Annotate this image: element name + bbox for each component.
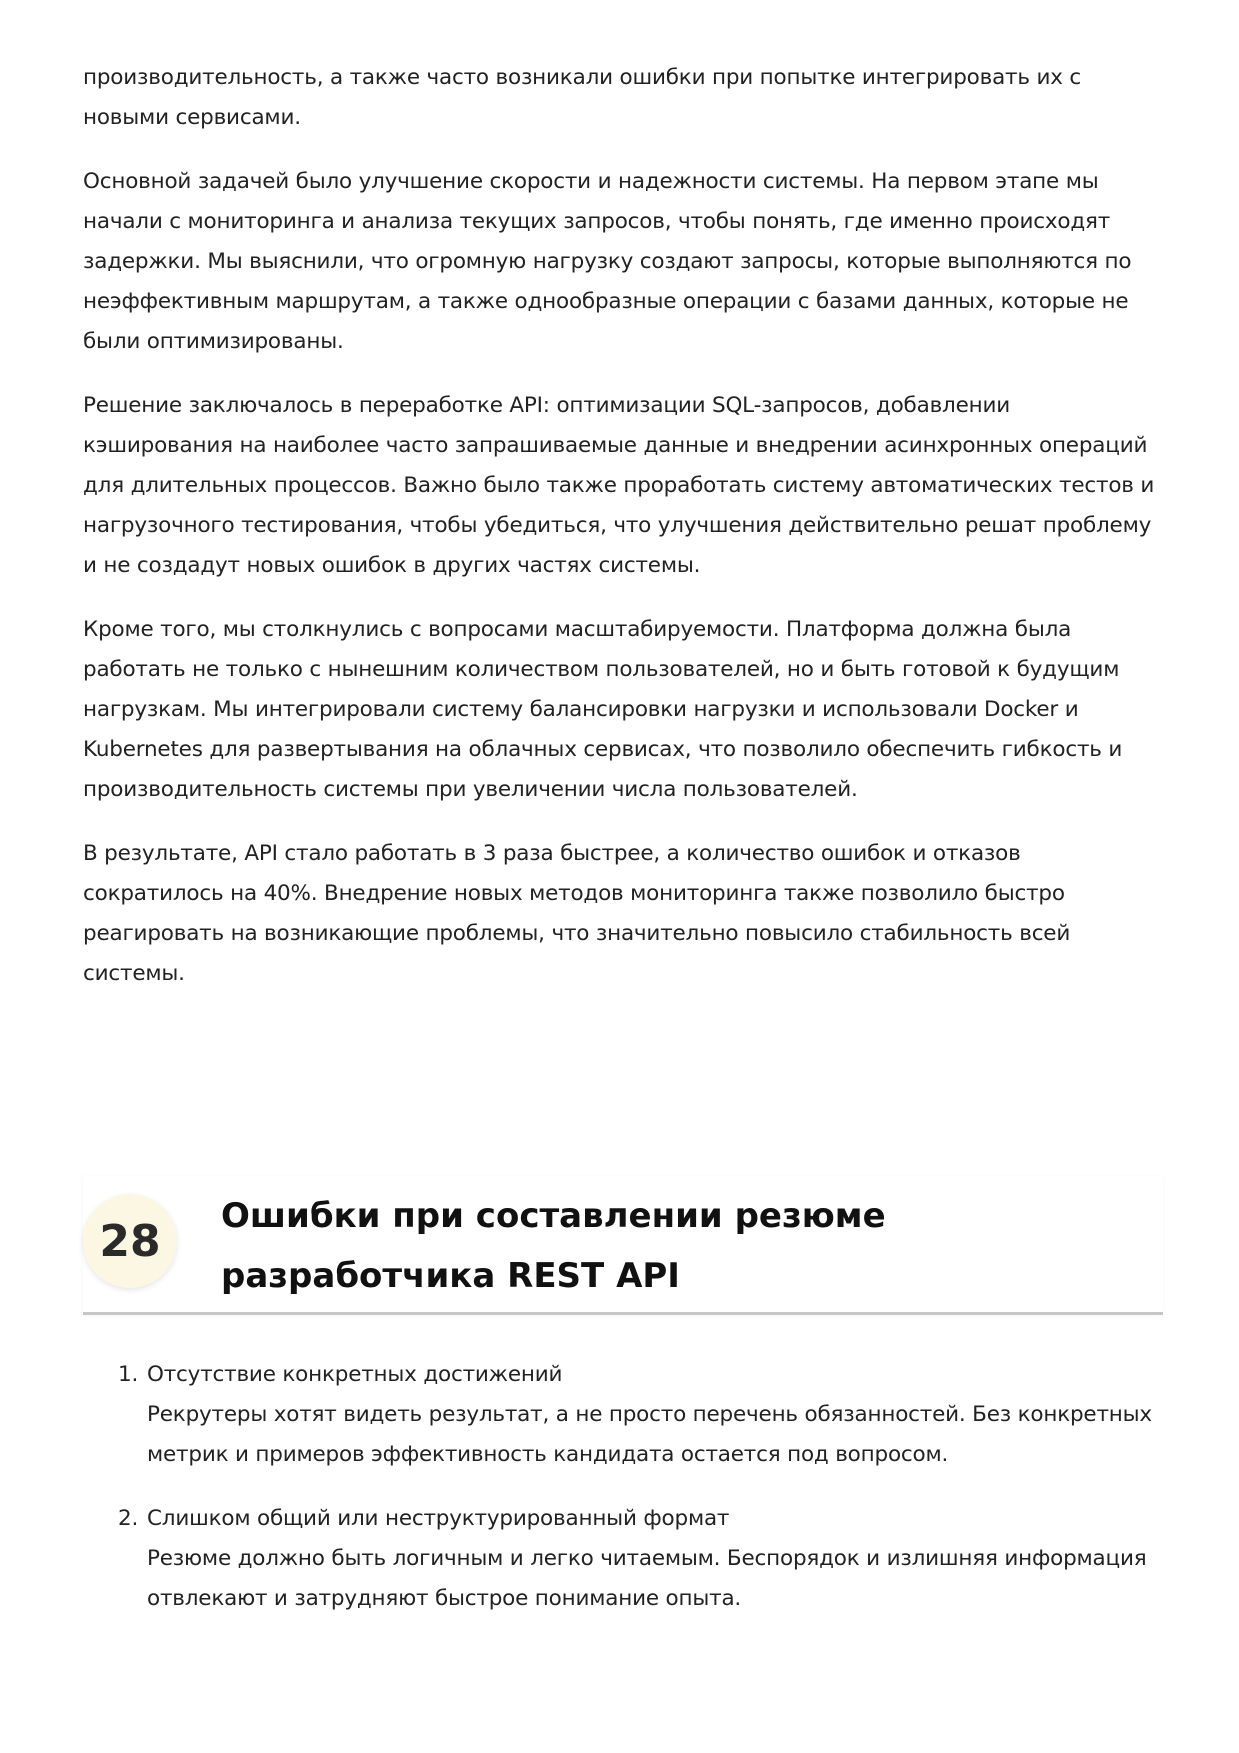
paragraph: В результате, API стало работать в 3 раза быстрее, а количество ошибок и отказов сократилось на 40%. Внедрение новых методов мониторинга также позволило быстро реагировать на возникающие проблемы, что значительно повысило стабильность всей системы.: [83, 841, 1071, 986]
list-item: [83, 1499, 1163, 1619]
section-title: Ошибки при составлении резюме разработчика REST API: [221, 1196, 886, 1296]
mistakes-list: [83, 1355, 1163, 1643]
list-item-heading: Слишком общий или неструктурированный формат: [147, 1506, 730, 1531]
list-item-heading: Отсутствие конкретных достижений: [147, 1362, 563, 1387]
article-body: [83, 58, 1163, 1018]
list-item-text: Рекрутеры хотят видеть результат, а не просто перечень обязанностей. Без конкретных метрик и примеров эффективность кандидата остается под вопросом.: [147, 1402, 1152, 1467]
list-item-number: 1.: [118, 1362, 139, 1387]
section-number-badge: 28: [83, 1194, 177, 1288]
list-item-text: Резюме должно быть логичным и легко читаемым. Беспорядок и излишняя информация отвлекают и затрудняют быстрое понимание опыта.: [147, 1546, 1147, 1611]
section-header: [83, 1176, 1163, 1315]
paragraph: Кроме того, мы столкнулись с вопросами масштабируемости. Платформа должна была работать не только с нынешним количеством пользователей, но и быть готовой к будущим нагрузкам. Мы интегрировали систему балансировки нагрузки и использовали Docker и Kubernetes для развертывания на облачных сервисах, что позволило обеспечить гибкость и производительность системы при увеличении числа пользователей.: [83, 617, 1123, 802]
list-item-number: 2.: [118, 1506, 139, 1531]
paragraph: Решение заключалось в переработке API: оптимизации SQL-запросов, добавлении кэширования на наиболее часто запрашиваемые данные и внедрении асинхронных операций для длительных процессов. Важно было также проработать систему автоматических тестов и нагрузочного тестирования, чтобы убедиться, что улучшения действительно решат проблему и не создадут новых ошибок в других частях системы.: [83, 393, 1155, 578]
paragraph: Основной задачей было улучшение скорости и надежности системы. На первом этапе мы начали с мониторинга и анализа текущих запросов, чтобы понять, где именно происходят задержки. Мы выяснили, что огромную нагрузку создают запросы, которые выполняются по неэффективным маршрутам, а также однообразные операции с базами данных, которые не были оптимизированы.: [83, 169, 1132, 354]
paragraph: производительность, а также часто возникали ошибки при попытке интегрировать их с новыми сервисами.: [83, 65, 1082, 130]
list-item: [83, 1355, 1163, 1475]
